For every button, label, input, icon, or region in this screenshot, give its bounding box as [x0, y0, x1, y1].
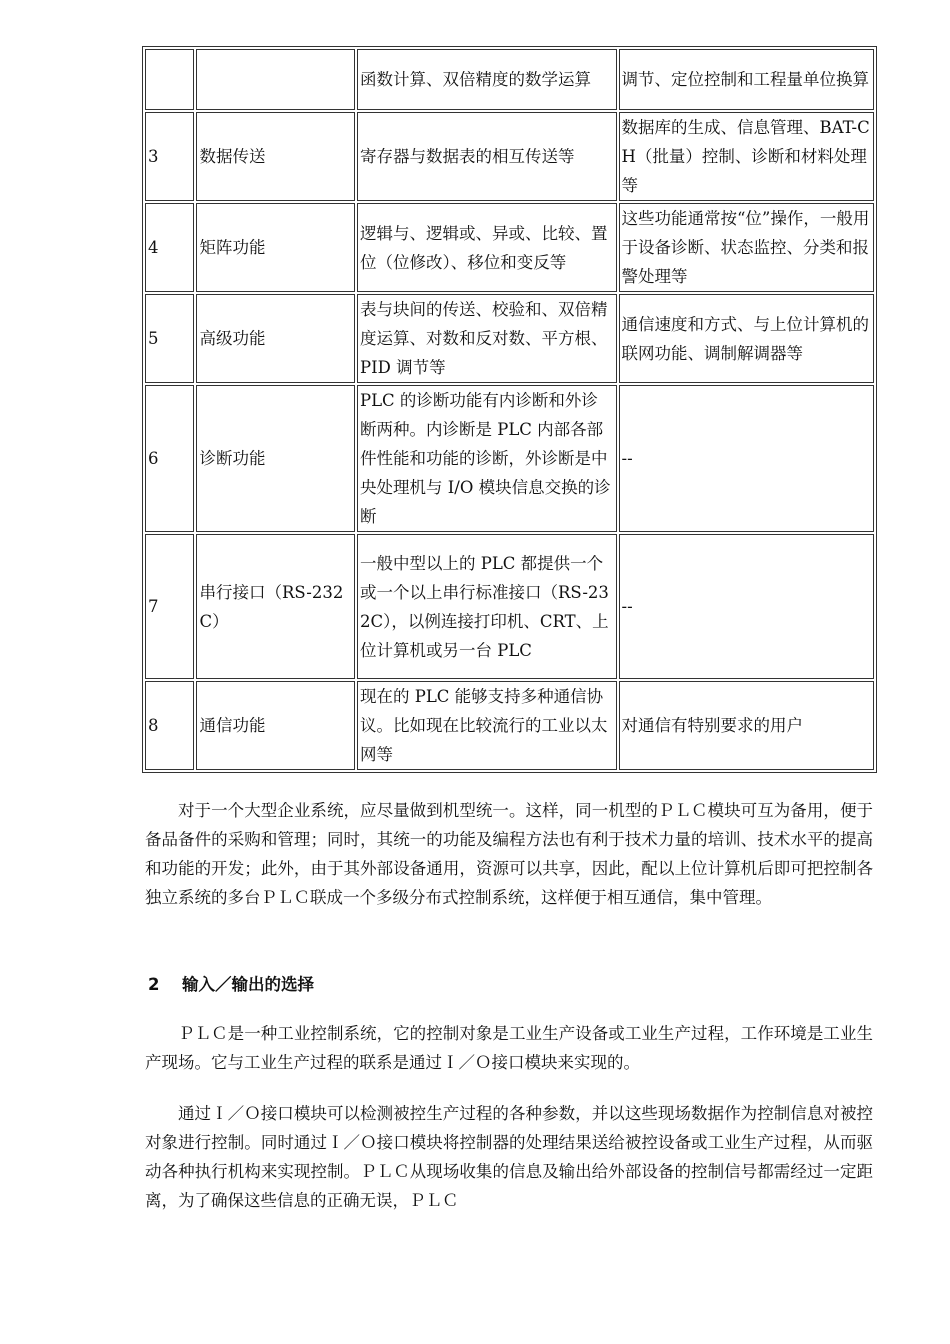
- section-number: 2: [148, 975, 160, 994]
- function-application: --: [619, 385, 875, 532]
- body-paragraph-io-modules: 通过Ｉ／Ｏ接口模块可以检测被控生产过程的各种参数，并以这些现场数据作为控制信息对被控对象进行控制。同时通过Ｉ／Ｏ接口模块将控制器的处理结果送给被控设备或工业生产过程，从而驱动各种执行机构来实现控制。ＰＬＣ从现场收集的信息及输出给外部设备的控制信号都需经过一定距离，为了确保这些信息的正确无误，ＰＬＣ: [145, 1104, 873, 1210]
- function-name: 诊断功能: [196, 385, 355, 532]
- function-name: [196, 49, 355, 110]
- row-number: 3: [145, 112, 194, 201]
- section-title: 输入／输出的选择: [182, 975, 314, 994]
- table-row: [145, 681, 874, 770]
- row-number: 6: [145, 385, 194, 532]
- function-content: 寄存器与数据表的相互传送等: [357, 112, 617, 201]
- row-number: [145, 49, 194, 110]
- table-row: [145, 294, 874, 383]
- function-content: 一般中型以上的 PLC 都提供一个或一个以上串行标准接口（RS-232C），以例连接打印机、CRT、上位计算机或另一台 PLC: [357, 534, 617, 679]
- function-name: 矩阵功能: [196, 203, 355, 292]
- function-application: 这些功能通常按“位”操作，一般用于设备诊断、状态监控、分类和报警处理等: [619, 203, 875, 292]
- function-name: 数据传送: [196, 112, 355, 201]
- function-content: 逻辑与、逻辑或、异或、比较、置位（位修改）、移位和变反等: [357, 203, 617, 292]
- row-number: 5: [145, 294, 194, 383]
- function-name: 通信功能: [196, 681, 355, 770]
- function-application: 数据库的生成、信息管理、BAT-CH（批量）控制、诊断和材料处理等: [619, 112, 875, 201]
- function-application: 通信速度和方式、与上位计算机的联网功能、调制解调器等: [619, 294, 875, 383]
- function-content: 表与块间的传送、校验和、双倍精度运算、对数和反对数、平方根、PID 调节等: [357, 294, 617, 383]
- table-row: [145, 385, 874, 532]
- row-number: 8: [145, 681, 194, 770]
- function-name: 高级功能: [196, 294, 355, 383]
- section-heading: [148, 970, 314, 999]
- row-number: 4: [145, 203, 194, 292]
- table-row: [145, 534, 874, 679]
- table-row: [145, 112, 874, 201]
- function-application: 调节、定位控制和工程量单位换算: [619, 49, 875, 110]
- table-row: [145, 49, 874, 110]
- body-paragraph-unified-model: 对于一个大型企业系统，应尽量做到机型统一。这样，同一机型的ＰＬＣ模块可互为备用，便于备品备件的采购和管理；同时，其统一的功能及编程方法也有利于技术力量的培训、技术水平的提高和功能的开发；此外，由于其外部设备通用，资源可以共享，因此，配以上位计算机后即可把控制各独立系统的多台ＰＬＣ联成一个多级分布式控制系统，这样便于相互通信，集中管理。: [145, 801, 873, 907]
- plc-function-table: [142, 46, 877, 773]
- function-application: --: [619, 534, 875, 679]
- table-row: [145, 203, 874, 292]
- function-content: 函数计算、双倍精度的数学运算: [357, 49, 617, 110]
- function-content: PLC 的诊断功能有内诊断和外诊断两种。内诊断是 PLC 内部各部件性能和功能的诊断，外诊断是中央处理机与 I/O 模块信息交换的诊断: [357, 385, 617, 532]
- function-application: 对通信有特别要求的用户: [619, 681, 875, 770]
- body-paragraph-plc-intro: ＰＬＣ是一种工业控制系统，它的控制对象是工业生产设备或工业生产过程，工作环境是工业生产现场。它与工业生产过程的联系是通过Ｉ／Ｏ接口模块来实现的。: [145, 1024, 873, 1072]
- row-number: 7: [145, 534, 194, 679]
- function-name: 串行接口（RS-232C）: [196, 534, 355, 679]
- function-content: 现在的 PLC 能够支持多种通信协议。比如现在比较流行的工业以太网等: [357, 681, 617, 770]
